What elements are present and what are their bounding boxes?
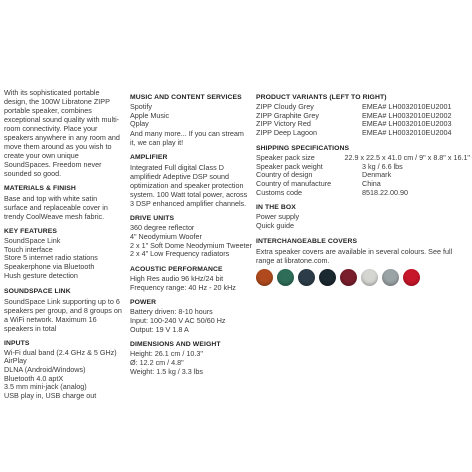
input-item: Wi-Fi dual band (2.4 GHz & 5 GHz) bbox=[4, 347, 117, 357]
variant-row bbox=[256, 129, 470, 138]
variant-code: EMEA# LH0032010EU2004 bbox=[362, 128, 452, 138]
music-item: Spotify bbox=[130, 102, 152, 111]
music-heading: MUSIC AND CONTENT SERVICES bbox=[130, 94, 242, 101]
drive-unit-item: 2 x 4" Low Frequency radiators bbox=[130, 249, 230, 259]
power-heading: POWER bbox=[130, 299, 157, 307]
shipping-value: Denmark bbox=[362, 170, 392, 180]
cover-swatch bbox=[277, 269, 294, 286]
key-features-heading: KEY FEATURES bbox=[4, 228, 58, 235]
variant-name: ZIPP Cloudy Grey bbox=[256, 102, 314, 111]
materials-heading: MATERIALS & FINISH bbox=[4, 185, 76, 192]
power-item: Input: 100-240 V AC 50/60 Hz bbox=[130, 316, 226, 326]
shipping-key: Speaker pack size bbox=[256, 152, 315, 162]
materials-text: Base and top with white satin surface and replaceable cover in trendy CoolWeave mesh fabric. bbox=[4, 194, 108, 221]
cover-swatch bbox=[256, 269, 273, 286]
input-item: AirPlay bbox=[4, 356, 27, 366]
covers-heading: INTERCHANGEABLE COVERS bbox=[256, 237, 358, 245]
shipping-key: Country of design bbox=[256, 170, 313, 180]
power-item: Battery driven: 8-10 hours bbox=[130, 307, 213, 317]
shipping-key: Customs code bbox=[256, 187, 302, 197]
cover-swatch bbox=[340, 269, 357, 286]
variant-name: ZIPP Graphite Grey bbox=[256, 110, 319, 120]
column-middle bbox=[130, 88, 252, 377]
power-item: Output: 19 V 1.8 A bbox=[130, 324, 189, 334]
variant-name: ZIPP Deep Lagoon bbox=[256, 128, 318, 138]
soundspace-heading: SOUNDSPACE LINK bbox=[4, 287, 71, 295]
variant-code: EMEA# LH0032010EU2001 bbox=[362, 102, 452, 111]
cover-swatch bbox=[361, 269, 378, 286]
shipping-value: 3 kg / 6.6 lbs bbox=[362, 161, 403, 171]
input-item: DLNA (Android/Windows) bbox=[4, 364, 86, 374]
input-item: 3.5 mm mini-jack (analog) bbox=[4, 382, 87, 392]
column-right bbox=[256, 88, 470, 286]
acoustic-item: High Res audio 96 kHz/24 bit bbox=[130, 273, 224, 283]
music-extra: And many more... If you can stream it, we can play it! bbox=[130, 129, 244, 148]
feature-item: Speakerphone via Bluetooth bbox=[4, 262, 95, 272]
dimensions-heading: DIMENSIONS AND WEIGHT bbox=[130, 341, 221, 349]
feature-item: Hush gesture detection bbox=[4, 270, 78, 280]
drive-units-heading: DRIVE UNITS bbox=[130, 215, 175, 223]
cover-swatch bbox=[382, 269, 399, 286]
drive-unit-item: 360 degree reflector bbox=[130, 223, 195, 233]
input-item: Bluetooth 4.0 aptX bbox=[4, 373, 64, 383]
feature-item: Store 5 internet radio stations bbox=[4, 253, 98, 263]
in-box-heading: IN THE BOX bbox=[256, 204, 296, 212]
drive-unit-item: 4" Neodymium Woofer bbox=[130, 231, 202, 241]
amplifier-text: Integrated Full digital Class D amplifiedr Adeptive DSP sound optimization and speaker protection system. 100 Watt total power, across 3 DSP enhanced amplifier channels. bbox=[130, 163, 248, 209]
acoustic-heading: ACOUSTIC PERFORMANCE bbox=[130, 265, 223, 273]
shipping-key: Speaker pack weight bbox=[256, 161, 323, 171]
shipping-value: China bbox=[362, 178, 381, 188]
cover-swatches bbox=[256, 269, 470, 286]
shipping-key: Country of manufacture bbox=[256, 178, 332, 188]
shipping-value: 8518.22.00.90 bbox=[362, 187, 408, 197]
variants-heading: PRODUCT VARIANTS (LEFT TO RIGHT) bbox=[256, 94, 387, 101]
cover-swatch bbox=[319, 269, 336, 286]
intro-text: With its sophisticated portable design, the 100W Libratone ZIPP portable speaker, combines exceptional sound quality with multi-room connectivity. Place your speakers anywhere in any room and move them around as you wish to create your own unique SoundSpaces. Freedom never sounded so good. bbox=[4, 88, 120, 178]
acoustic-item: Frequency range: 40 Hz - 20 kHz bbox=[130, 282, 236, 292]
cover-swatch bbox=[403, 269, 420, 286]
soundspace-text: SoundSpace Link supporting up to 6 speakers per group, and 8 groups on a WiFi network. Maximum 16 speakers in total bbox=[4, 296, 122, 333]
input-item: USB play in, USB charge out bbox=[4, 391, 97, 401]
feature-item: Touch interface bbox=[4, 244, 53, 254]
variant-code: EMEA# LH0032010EU2002 bbox=[362, 110, 452, 120]
in-box-item: Quick guide bbox=[256, 221, 294, 231]
music-item: Qplay bbox=[130, 119, 149, 129]
drive-unit-item: 2 x 1" Soft Dome Neodymium Tweeter bbox=[130, 240, 252, 250]
dimension-item: Weight: 1.5 kg / 3.3 lbs bbox=[130, 366, 203, 376]
variant-code: EMEA# LH0032010EU2003 bbox=[362, 119, 452, 129]
column-left bbox=[4, 88, 122, 401]
music-item: Apple Music bbox=[130, 110, 170, 120]
feature-item: SoundSpace Link bbox=[4, 236, 61, 245]
amplifier-heading: AMPLIFIER bbox=[130, 154, 168, 162]
variant-name: ZIPP Victory Red bbox=[256, 119, 311, 129]
dimension-item: Ø: 12.2 cm / 4.8" bbox=[130, 358, 184, 368]
in-box-item: Power supply bbox=[256, 212, 300, 222]
shipping-heading: SHIPPING SPECIFICATIONS bbox=[256, 144, 350, 152]
covers-text: Extra speaker covers are available in several colours. See full range at libratone.com. bbox=[256, 246, 453, 265]
shipping-row bbox=[256, 189, 470, 198]
inputs-heading: INPUTS bbox=[4, 339, 30, 347]
dimension-item: Height: 26.1 cm / 10.3" bbox=[130, 349, 203, 359]
shipping-value: 22.9 x 22.5 x 41.0 cm / 9" x 8.8" x 16.1" bbox=[344, 152, 470, 162]
cover-swatch bbox=[298, 269, 315, 286]
